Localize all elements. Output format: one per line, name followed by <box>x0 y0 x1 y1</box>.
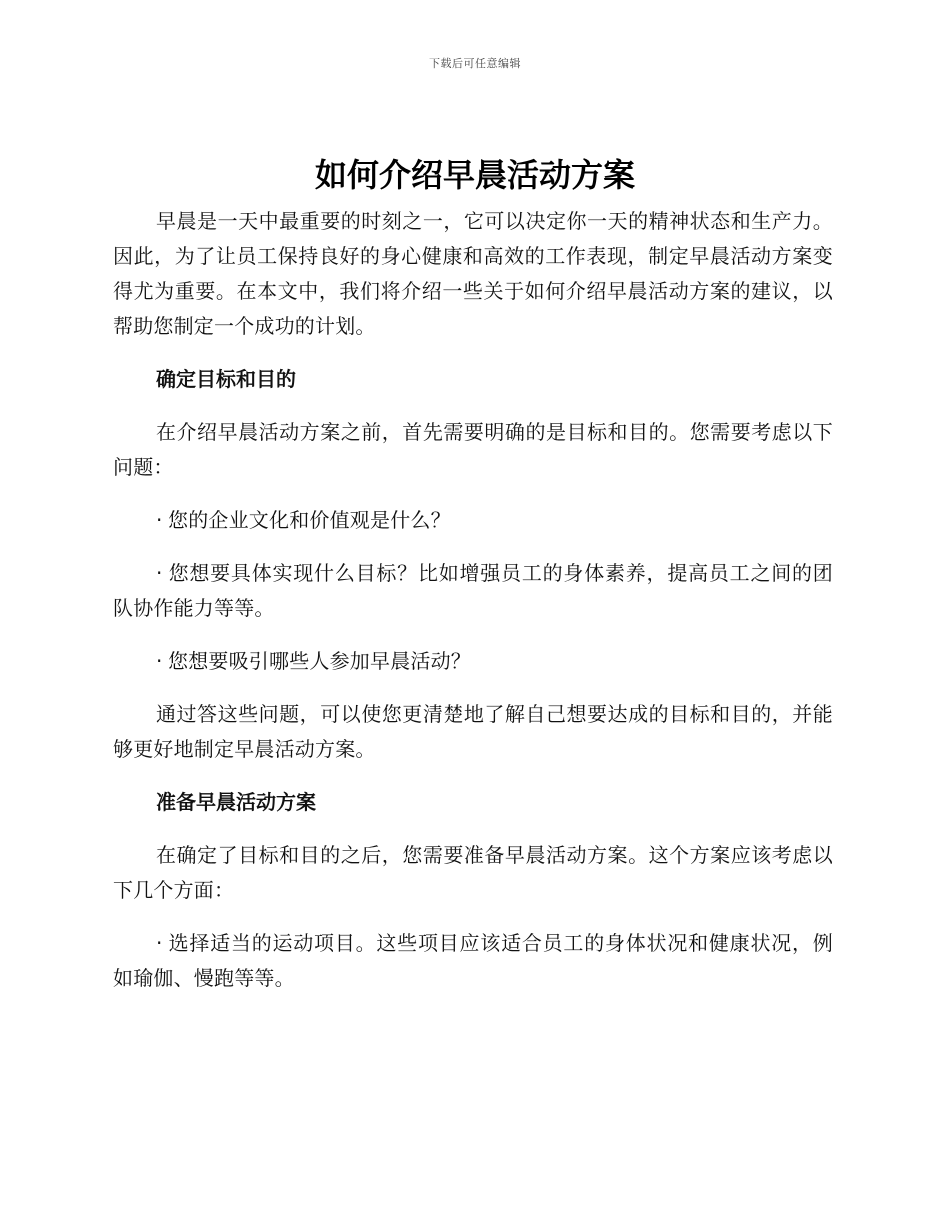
bullet-item <box>113 556 833 626</box>
intro-paragraph: 早晨是一天中最重要的时刻之一，它可以决定你一天的精神状态和生产力。因此，为了让员工保持良好的身心健康和高效的工作表现，制定早晨活动方案变得尤为重要。在本文中，我们将介绍一些关于如何介绍早晨活动方案的建议，以帮助您制定一个成功的计划。 <box>113 209 833 338</box>
bullet-icon: · <box>156 649 163 673</box>
section-heading-goals: 确定目标和目的 <box>156 367 296 391</box>
bullet-text: 选择适当的运动项目。这些项目应该适合员工的身体状况和健康状况，例如瑜伽、慢跑等等。 <box>113 931 833 990</box>
bullet-item <box>113 926 833 996</box>
section-goals-conclusion: 通过答这些问题，可以使您更清楚地了解自己想要达成的目标和目的，并能够更好地制定早晨活动方案。 <box>113 702 833 761</box>
bullet-text: 您想要吸引哪些人参加早晨活动？ <box>168 649 471 673</box>
bullet-text: 您的企业文化和价值观是什么？ <box>168 508 451 532</box>
document-title: 如何介绍早晨活动方案 <box>314 156 635 194</box>
bullet-text: 您想要具体实现什么目标？比如增强员工的身体素养，提高员工之间的团队协作能力等等。 <box>113 561 833 620</box>
bullet-icon: · <box>156 931 163 955</box>
section-prepare-intro: 在确定了目标和目的之后，您需要准备早晨活动方案。这个方案应该考虑以下几个方面： <box>113 843 833 902</box>
bullet-icon: · <box>156 508 163 532</box>
document-body <box>113 204 833 1014</box>
section-heading-prepare: 准备早晨活动方案 <box>156 790 316 814</box>
bullet-item <box>113 503 833 538</box>
header-note: 下载后可任意编辑 <box>429 57 521 70</box>
bullet-icon: · <box>156 561 163 585</box>
section-goals-intro: 在介绍早晨活动方案之前，首先需要明确的是目标和目的。您需要考虑以下问题： <box>113 420 833 479</box>
bullet-item <box>113 644 833 679</box>
